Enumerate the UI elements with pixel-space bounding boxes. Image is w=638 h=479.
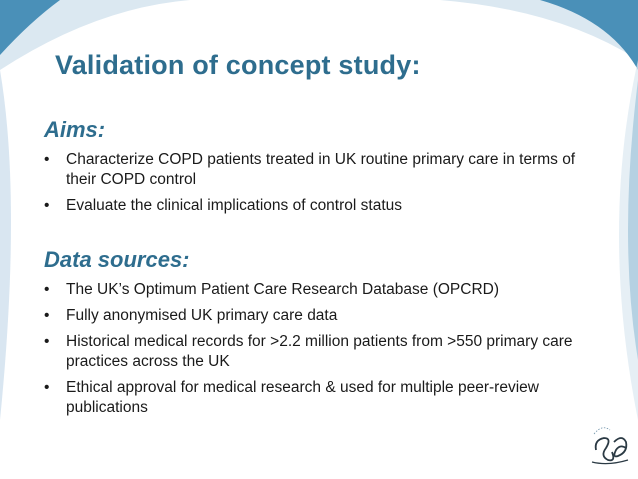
- data-sources-bullet-text: Historical medical records for >2.2 million patients from >550 primary care practices across the UK: [66, 333, 573, 370]
- bullet-dot: •: [44, 379, 50, 396]
- data-sources-bullet-text: Ethical approval for medical research & used for multiple peer-review publications: [66, 379, 539, 416]
- right-edge-light-swoosh: [619, 60, 638, 420]
- aims-bullet-text: Evaluate the clinical implications of control status: [66, 197, 402, 214]
- data-sources-list: [44, 280, 604, 424]
- data-sources-bullet: [44, 378, 604, 418]
- data-sources-heading: Data sources:: [44, 247, 190, 272]
- bullet-dot: •: [44, 151, 50, 168]
- aims-bullet-text: Characterize COPD patients treated in UK routine primary care in terms of their COPD control: [66, 151, 576, 188]
- data-sources-bullet-text: The UK’s Optimum Patient Care Research Database (OPCRD): [66, 281, 500, 298]
- bullet-dot: •: [44, 197, 50, 214]
- data-sources-bullet: [44, 332, 604, 372]
- signature-logo-icon: [588, 420, 634, 468]
- data-sources-bullet: [44, 306, 604, 326]
- aims-heading: Aims:: [44, 117, 106, 142]
- bullet-dot: •: [44, 307, 50, 324]
- aims-bullet: [44, 196, 604, 216]
- bullet-dot: •: [44, 333, 50, 350]
- bullet-dot: •: [44, 281, 50, 298]
- aims-bullet: [44, 150, 604, 190]
- aims-list: [44, 150, 604, 222]
- data-sources-bullet: [44, 280, 604, 300]
- slide-title: Validation of concept study:: [55, 50, 421, 80]
- data-sources-bullet-text: Fully anonymised UK primary care data: [66, 307, 338, 324]
- left-edge-swoosh: [0, 70, 11, 420]
